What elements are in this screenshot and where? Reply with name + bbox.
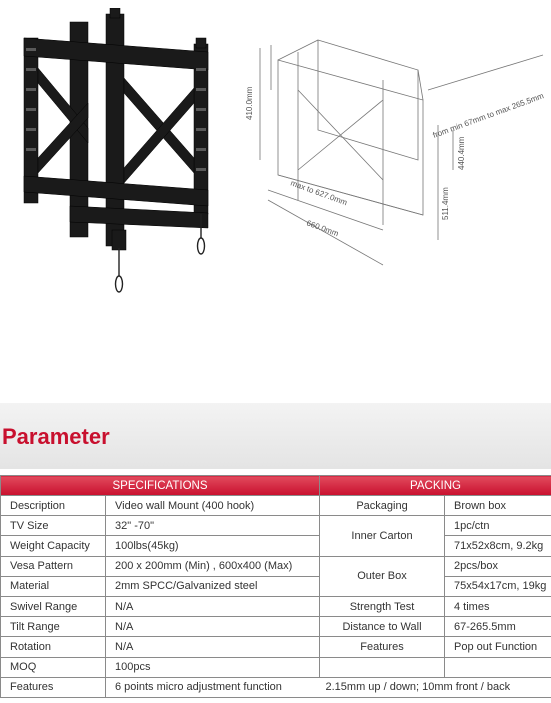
spec-value: 2mm SPCC/Galvanized steel <box>106 576 320 596</box>
spec-label: Material <box>1 576 106 596</box>
table-row <box>1 536 551 556</box>
packing-label: Outer Box <box>320 556 445 596</box>
packing-value: Pop out Function <box>445 637 551 657</box>
spec-label: Vesa Pattern <box>1 556 106 576</box>
dim-660-label: 660.0mm <box>305 218 340 239</box>
spec-label: Tilt Range <box>1 617 106 637</box>
spec-value: 100pcs <box>106 657 320 677</box>
spec-table <box>0 475 551 698</box>
spec-label: MOQ <box>1 657 106 677</box>
table-row <box>1 637 551 657</box>
dim-627-label: max to 627.0mm <box>289 178 349 208</box>
packing-label: Packaging <box>320 496 445 516</box>
spec-value: N/A <box>106 596 320 616</box>
section-title: Parameter <box>2 424 110 449</box>
table-row <box>1 657 551 677</box>
spec-label: Swivel Range <box>1 596 106 616</box>
spec-label: Description <box>1 496 106 516</box>
packing-value: 4 times <box>445 596 551 616</box>
table-row <box>1 617 551 637</box>
table-row <box>1 576 551 596</box>
dim-511-label: 511.4mm <box>441 187 450 220</box>
table-row <box>1 596 551 616</box>
spec-value: N/A <box>106 617 320 637</box>
spec-label: Features <box>1 677 106 697</box>
dim-depth-label: from min 67mm to max 265.5mm <box>431 91 545 140</box>
packing-value: 67-265.5mm <box>445 617 551 637</box>
spec-value: 200 x 200mm (Min) , 600x400 (Max) <box>106 556 320 576</box>
packing-value: Brown box <box>445 496 551 516</box>
dim-410-label: 410.0mm <box>245 86 254 120</box>
spec-value: Video wall Mount (400 hook) <box>106 496 320 516</box>
packing-label: Inner Carton <box>320 516 445 556</box>
spec-label: TV Size <box>1 516 106 536</box>
table-row <box>1 516 551 536</box>
packing-label: Features <box>320 637 445 657</box>
table-row <box>1 677 551 697</box>
packing-value: 75x54x17cm, 19kg <box>445 576 551 596</box>
table-row <box>1 496 551 516</box>
packing-value: 1pc/ctn <box>445 516 551 536</box>
dim-440-label: 440.4mm <box>457 136 466 170</box>
empty-cell <box>320 657 445 677</box>
packing-label: Strength Test <box>320 596 445 616</box>
packing-header: PACKING <box>320 476 551 496</box>
packing-value: 71x52x8cm, 9.2kg <box>445 536 551 556</box>
empty-cell <box>445 657 551 677</box>
spec-label: Weight Capacity <box>1 536 106 556</box>
specifications-header: SPECIFICATIONS <box>1 476 320 496</box>
features-extra: 2.15mm up / down; 10mm front / back <box>320 677 551 697</box>
spec-value: 32" -70" <box>106 516 320 536</box>
spec-value: 6 points micro adjustment function <box>106 677 320 697</box>
technical-drawing <box>238 30 551 275</box>
packing-value: 2pcs/box <box>445 556 551 576</box>
spec-label: Rotation <box>1 637 106 657</box>
packing-label: Distance to Wall <box>320 617 445 637</box>
spec-value: 100lbs(45kg) <box>106 536 320 556</box>
spec-value: N/A <box>106 637 320 657</box>
table-row <box>1 556 551 576</box>
product-photo <box>18 8 228 298</box>
